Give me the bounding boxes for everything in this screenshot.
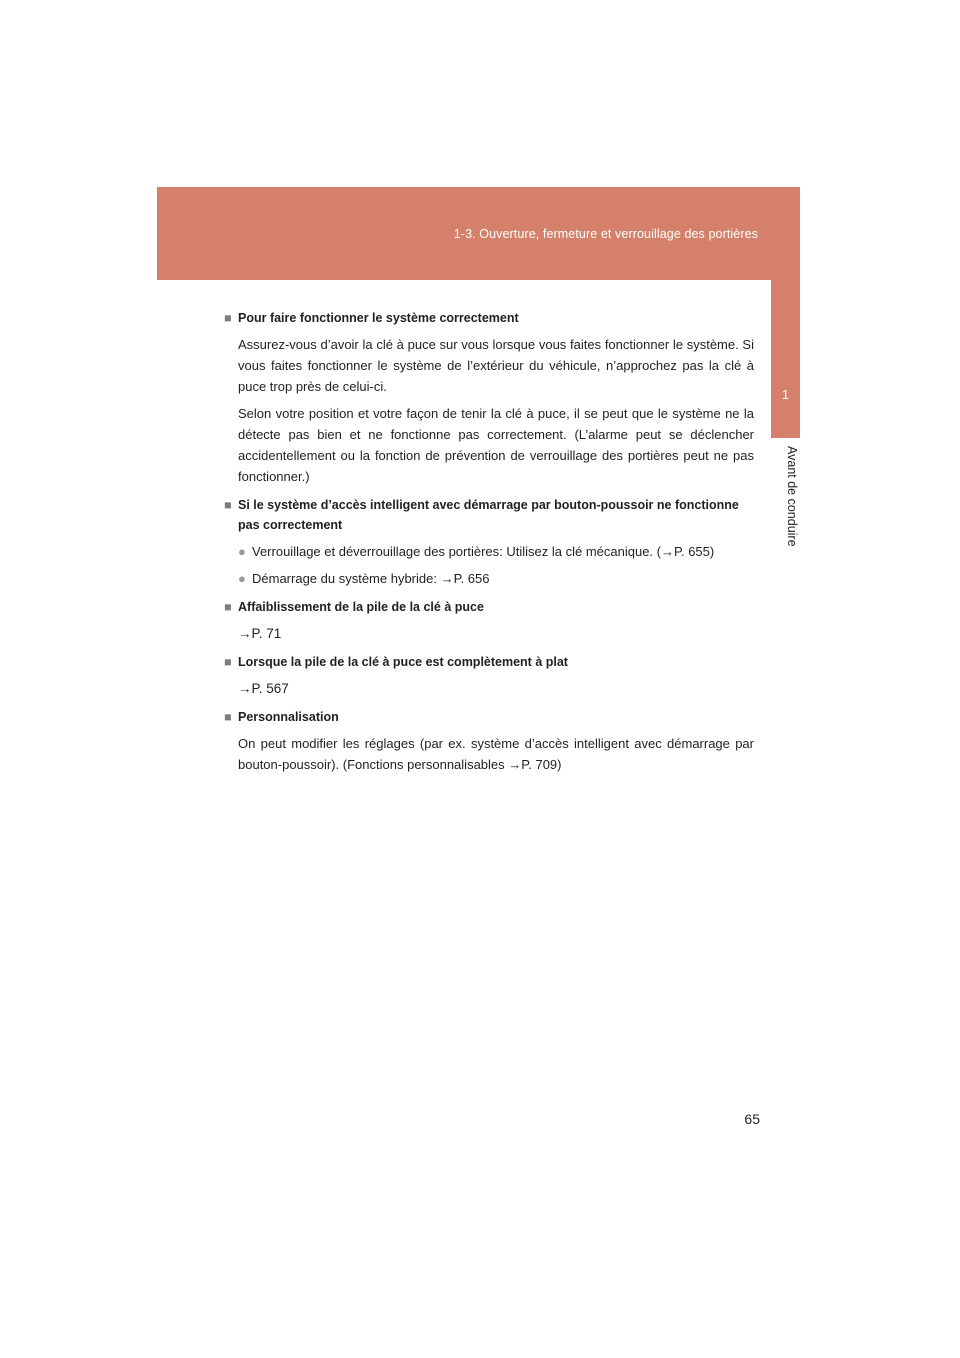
section-battery-weak	[224, 597, 754, 644]
section-battery-dead	[224, 652, 754, 699]
chapter-label: Avant de conduire	[785, 446, 799, 547]
page-reference: →P. 71	[238, 626, 282, 641]
section-system-operation	[224, 308, 754, 487]
section-troubleshooting	[224, 495, 754, 589]
square-bullet-icon: ■	[224, 710, 232, 724]
section-heading: ■ Lorsque la pile de la clé à puce est complètement à plat	[224, 652, 754, 672]
section-heading: ■ Personnalisation	[224, 707, 754, 727]
list-item: ● Démarrage du système hybride: →P. 656	[224, 568, 754, 589]
page-number: 65	[744, 1111, 760, 1127]
square-bullet-icon: ■	[224, 655, 232, 669]
square-bullet-icon: ■	[224, 311, 232, 325]
page-reference: →P. 567	[238, 681, 289, 696]
chapter-number: 1	[781, 387, 790, 402]
paragraph: Assurez-vous d’avoir la clé à puce sur vous lorsque vous faites fonctionner le système. Si vous faites fonctionner le système de l’extérieur du véhicule, n’approchez pas la clé à puce trop près de celui-ci.	[238, 337, 754, 394]
chapter-tab	[771, 280, 800, 438]
square-bullet-icon: ■	[224, 498, 232, 512]
section-heading: ■ Si le système d’accès intelligent avec démarrage par bouton-poussoir ne fonctionne pas correctement	[224, 495, 754, 535]
section-title: 1-3. Ouverture, fermeture et verrouillage des portières	[453, 227, 758, 241]
list-item: ● Verrouillage et déverrouillage des portières: Utilisez la clé mécanique. (→P. 655)	[224, 541, 754, 562]
round-bullet-icon: ●	[238, 544, 246, 559]
paragraph: On peut modifier les réglages (par ex. système d’accès intelligent avec démarrage par bouton-poussoir). (Fonctions personnalisables →P. 709)	[238, 736, 754, 772]
section-heading: ■ Affaiblissement de la pile de la clé à puce	[224, 597, 754, 617]
paragraph: Selon votre position et votre façon de tenir la clé à puce, il se peut que le système ne la détecte pas bien et ne fonctionne pas correctement. (L’alarme peut se déclencher accidentellement ou la fonction de prévention de verrouillage des portières peut ne pas fonctionner.)	[238, 406, 754, 484]
section-customization	[224, 707, 754, 775]
square-bullet-icon: ■	[224, 600, 232, 614]
section-heading: ■ Pour faire fonctionner le système correctement	[224, 308, 754, 328]
round-bullet-icon: ●	[238, 571, 246, 586]
main-content	[224, 308, 754, 783]
header-band	[157, 187, 800, 280]
